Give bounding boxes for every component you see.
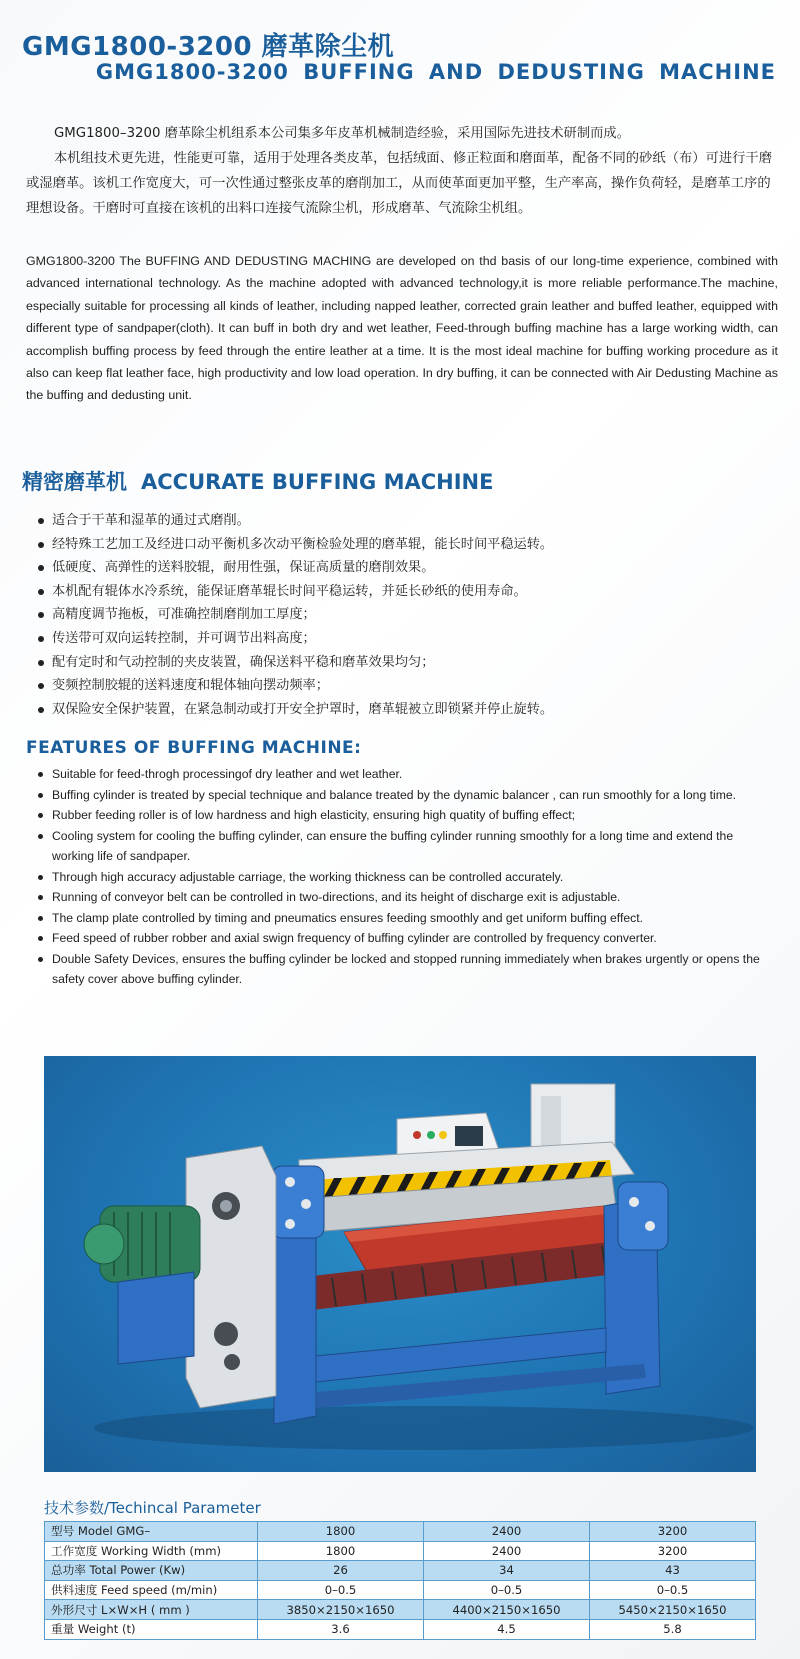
table-cell: 1800	[258, 1522, 424, 1542]
table-cell: 43	[590, 1561, 756, 1581]
accurate-section-title	[22, 466, 493, 496]
table-cell: 5.8	[590, 1619, 756, 1639]
list-item: Cooling system for cooling the buffing cylinder, can ensure the buffing cylinder running smoothly for a long time and extend the working life of sandpaper.	[38, 826, 778, 867]
table-row	[45, 1619, 756, 1639]
table-cell: 0–0.5	[424, 1580, 590, 1600]
intro-cn-paragraph: GMG1800–3200 磨革除尘机组系本公司集多年皮革机械制造经验，采用国际先进技术研制而成。	[54, 126, 631, 141]
row-label: 供料速度 Feed speed (m/min)	[45, 1580, 258, 1600]
table-cell: 3850×2150×1650	[258, 1600, 424, 1620]
table-cell: 2400	[424, 1541, 590, 1561]
list-item: 变频控制胶辊的送料速度和辊体轴向摆动频率；	[38, 674, 778, 698]
intro-cn-paragraph: 本机组技术更先进，性能更可靠，适用于处理各类皮革，包括绒面、修正粒面和磨面革，配备不同的砂纸（布）可进行干磨或湿磨革。该机工作宽度大，可一次性通过整张皮革的磨削加工，从而使革面更加平整，生产率高，操作负荷轻，是磨革工序的理想设备。干磨时可直接在该机的出料口连接气流除尘机，形成磨革、气流除尘机组。	[26, 151, 773, 216]
page-title-cn: GMG1800-3200 磨革除尘机	[22, 32, 395, 62]
row-label: 外形尺寸 L×W×H ( mm )	[45, 1600, 258, 1620]
table-row	[45, 1580, 756, 1600]
list-item: The clamp plate controlled by timing and pneumatics ensures feeding smoothly and get uniform buffing effect.	[38, 908, 778, 929]
table-cell: 2400	[424, 1522, 590, 1542]
list-item: Rubber feeding roller is of low hardness and high elasticity, ensuring high quatity of buffing effect;	[38, 805, 778, 826]
intro-en-paragraph: GMG1800-3200 The BUFFING AND DEDUSTING MACHING are developed on thd basis of our long-time experience, combined with advanced international technology. As the machine adopted with advanced technology,it is more reliable performance.The machine, especially suitable for processing all kinds of leather, including napped leather, corrected grain leather and buffed leather, equipped with different type of sandpaper(cloth). It can buff in both dry and wet leather, Feed-through buffing machine has a large working width, can accomplish buffing process by feed through the entire leather at a time. It is the most ideal machine for buffing working procedure as it also can keep flat leather face, high productivity and low load operation. In dry buffing, it can be connected with Air Dedusting Machine as the buffing and dedusting unit.	[26, 254, 778, 403]
list-item: 传送带可双向运转控制，并可调节出料高度；	[38, 627, 778, 651]
table-cell: 0–0.5	[590, 1580, 756, 1600]
accurate-title-cn: 精密磨革机	[22, 470, 127, 494]
list-item: 低硬度、高弹性的送料胶辊，耐用性强，保证高质量的磨削效果。	[38, 556, 778, 580]
list-item: Double Safety Devices, ensures the buffing cylinder be locked and stopped running immediately when brakes urgently or opens the safety cover above buffing cylinder.	[38, 949, 778, 990]
table-cell: 3.6	[258, 1619, 424, 1639]
table-cell: 4.5	[424, 1619, 590, 1639]
table-cell: 26	[258, 1561, 424, 1581]
buffing-machine-illustration	[44, 1056, 756, 1472]
features-bullet-list	[38, 764, 778, 990]
list-item: Running of conveyor belt can be controlled in two-directions, and its height of discharge exit is adjustable.	[38, 887, 778, 908]
list-item: Suitable for feed-throgh processingof dry leather and wet leather.	[38, 764, 778, 785]
intro-english	[26, 250, 778, 407]
list-item: Through high accuracy adjustable carriage, the working thickness can be controlled accurately.	[38, 867, 778, 888]
table-row	[45, 1600, 756, 1620]
list-item: 适合于干革和湿革的通过式磨削。	[38, 509, 778, 533]
machine-photo	[44, 1056, 756, 1472]
list-item: 双保险安全保护装置，在紧急制动或打开安全护罩时，磨革辊被立即锁紧并停止旋转。	[38, 698, 778, 722]
parameter-table	[44, 1521, 756, 1640]
list-item: 本机配有辊体水冷系统，能保证磨革辊长时间平稳运转，并延长砂纸的使用寿命。	[38, 580, 778, 604]
table-cell: 4400×2150×1650	[424, 1600, 590, 1620]
accurate-bullet-list	[38, 509, 778, 721]
table-cell: 5450×2150×1650	[590, 1600, 756, 1620]
row-label: 工作宽度 Working Width (mm)	[45, 1541, 258, 1561]
list-item: Feed speed of rubber robber and axial swign frequency of buffing cylinder are controlled by frequency converter.	[38, 928, 778, 949]
table-cell: 0–0.5	[258, 1580, 424, 1600]
intro-chinese	[26, 121, 776, 221]
list-item: 经特殊工艺加工及经进口动平衡机多次动平衡检验处理的磨革辊，能长时间平稳运转。	[38, 533, 778, 557]
table-cell: 3200	[590, 1522, 756, 1542]
row-label: 型号 Model GMG–	[45, 1522, 258, 1542]
table-row	[45, 1522, 756, 1542]
row-label: 重量 Weight (t)	[45, 1619, 258, 1639]
table-cell: 3200	[590, 1541, 756, 1561]
list-item: Buffing cylinder is treated by special technique and balance treated by the dynamic balancer , can run smoothly for a long time.	[38, 785, 778, 806]
features-section-title: FEATURES OF BUFFING MACHINE:	[26, 738, 362, 758]
table-row	[45, 1561, 756, 1581]
table-cell: 34	[424, 1561, 590, 1581]
table-cell: 1800	[258, 1541, 424, 1561]
parameter-title: 技术参数/Techincal Parameter	[44, 1499, 261, 1517]
accurate-title-en: ACCURATE BUFFING MACHINE	[141, 470, 494, 494]
row-label: 总功率 Total Power (Kw)	[45, 1561, 258, 1581]
page-title-en: GMG1800-3200 BUFFING AND DEDUSTING MACHINE	[95, 60, 776, 84]
list-item: 高精度调节拖板，可准确控制磨削加工厚度；	[38, 603, 778, 627]
list-item: 配有定时和气动控制的夹皮装置，确保送料平稳和磨革效果均匀；	[38, 651, 778, 675]
table-row	[45, 1541, 756, 1561]
